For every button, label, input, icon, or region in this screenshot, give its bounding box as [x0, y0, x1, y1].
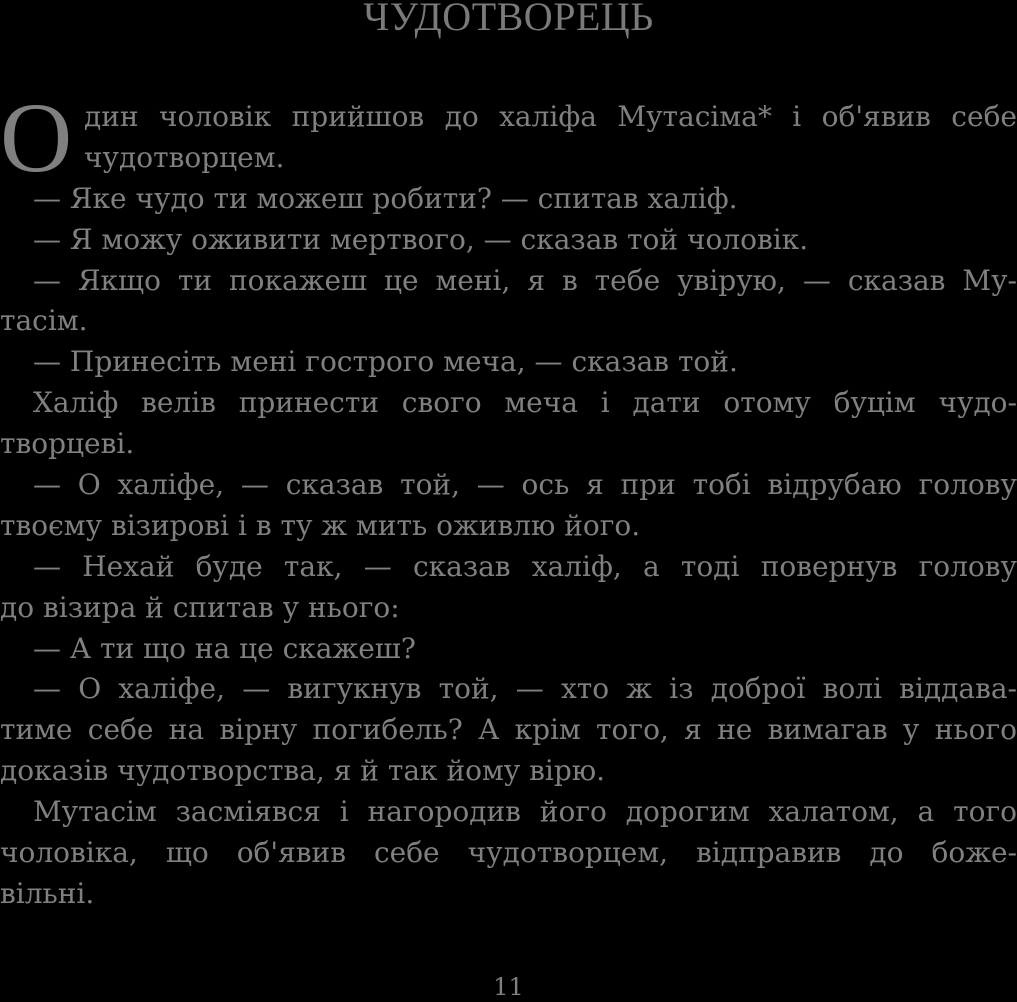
story-text: [0, 97, 1017, 915]
page-number: 11: [493, 973, 524, 1001]
text-line: Мутасім засміявся і нагородив його дорогим халатом, а того: [33, 795, 1017, 829]
text-line: — Нехай буде так, — сказав халіф, а тоді повернув голову: [33, 549, 1017, 583]
text-line: тиме себе на вірну погибель? А крім того, я не вимагав у нього: [0, 713, 1017, 747]
text-line: — О халіфе, — вигукнув той, — хто ж із доброї волі віддава-: [33, 672, 1017, 706]
text-line: творцеві.: [0, 427, 135, 461]
text-line: — Яке чудо ти можеш робити? — спитав халіф.: [33, 181, 738, 215]
text-line: — А ти що на це скажеш?: [33, 631, 416, 665]
text-line: — Я можу оживити мертвого, — сказав той чоловік.: [33, 222, 809, 256]
text-line: — Якщо ти покажеш це мені, я в тебе увірую, — сказав Му-: [33, 263, 1017, 297]
text-line: до візира й спитав у нього:: [0, 590, 400, 624]
text-line: доказів чудотворства, я й так йому вірю.: [0, 754, 606, 788]
text-line: твоєму візирові і в ту ж мить оживлю його.: [0, 508, 641, 542]
text-line: чоловіка, що об'явив себе чудотворцем, відправив до боже-: [0, 836, 1017, 870]
text-line: — О халіфе, — сказав той, — ось я при тобі відрубаю голову: [33, 468, 1017, 502]
text-line: тасім.: [0, 304, 88, 338]
text-line: Халіф велів принести свого меча і дати отому буцім чудо-: [33, 386, 1017, 420]
text-line: чудотворцем.: [84, 140, 285, 174]
page-title: ЧУДОТВОРЕЦЬ: [363, 0, 654, 39]
text-line: — Принесіть мені гострого меча, — сказав той.: [33, 345, 738, 379]
drop-cap: О: [0, 82, 73, 193]
text-line: вільні.: [0, 876, 95, 910]
text-line: дин чоловік прийшов до халіфа Мутасіма* і об'явив себе: [84, 100, 1017, 133]
